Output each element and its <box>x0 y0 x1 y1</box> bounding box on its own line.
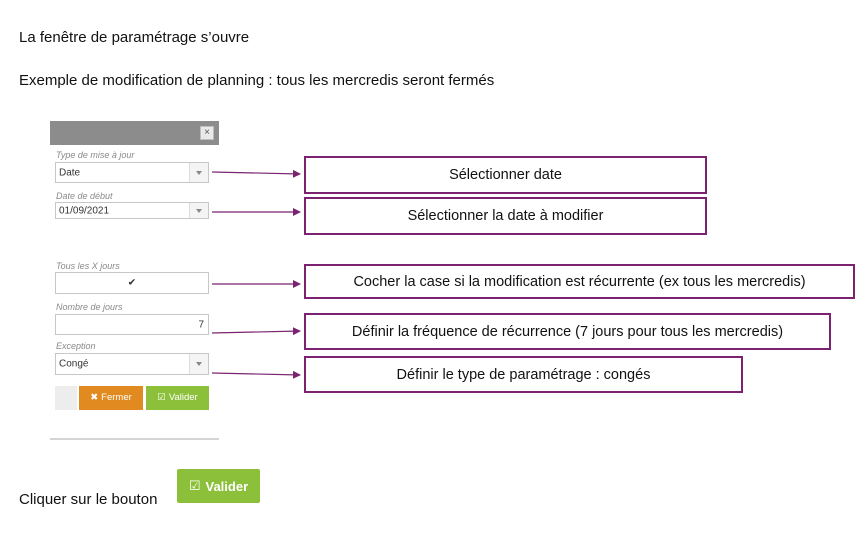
checkmark-icon: ✔ <box>127 277 137 289</box>
arrow-4 <box>212 331 300 333</box>
exception-value: Congé <box>59 358 89 370</box>
check-square-icon: ☑ <box>157 392 166 403</box>
exception-label: Exception <box>56 341 96 351</box>
arrow-5 <box>212 373 300 375</box>
update-type-value: Date <box>59 167 81 178</box>
start-date-value: 01/09/2021 <box>59 205 110 216</box>
intro-text-window-opens: La fenêtre de paramétrage s’ouvre <box>19 29 250 46</box>
intro-text-example: Exemple de modification de planning : tous les mercredis seront fermés <box>19 72 495 89</box>
arrow-1 <box>212 172 300 174</box>
callout-select-date: Sélectionner date <box>304 156 707 194</box>
validate-button-large-label: Valider <box>205 478 249 494</box>
callout-recurring-checkbox: Cocher la case si la modification est récurrente (ex tous les mercredis) <box>304 264 855 299</box>
callout-select-date-to-modify: Sélectionner la date à modifier <box>304 197 707 235</box>
close-button-label: Fermer <box>101 392 132 403</box>
validate-button-large[interactable] <box>177 469 260 503</box>
callout-setting-type: Définir le type de paramétrage : congés <box>304 356 743 393</box>
update-type-label: Type de mise à jour <box>56 150 135 160</box>
close-icon[interactable]: × <box>200 126 214 140</box>
check-square-icon: ☑ <box>188 478 201 493</box>
start-date-label: Date de début <box>56 191 113 201</box>
validate-button-label: Valider <box>168 392 198 403</box>
callout-recurrence-frequency: Définir la fréquence de récurrence (7 jours pour tous les mercredis) <box>304 313 831 350</box>
every-x-days-label: Tous les X jours <box>56 261 120 271</box>
number-of-days-label: Nombre de jours <box>56 302 123 312</box>
close-x-icon: ✖ <box>90 392 99 403</box>
number-of-days-value: 7 <box>198 319 204 330</box>
click-button-instruction: Cliquer sur le bouton <box>19 491 158 508</box>
